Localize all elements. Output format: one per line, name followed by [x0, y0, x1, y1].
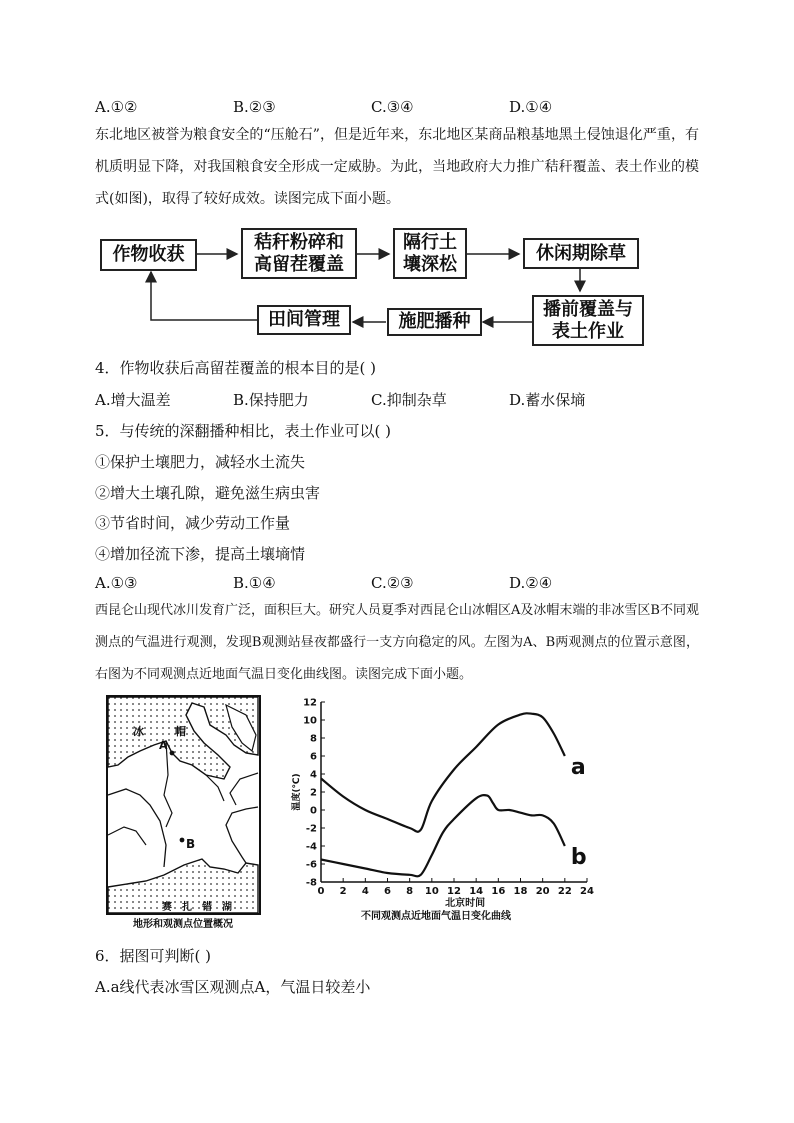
q5-item-1: ①保护土壤肥力，减轻水土流失: [95, 453, 306, 471]
flowchart-arrows: [0, 0, 794, 360]
q5-stem: 5．与传统的深翻播种相比，表土作业可以( ): [95, 422, 392, 440]
y-tick-label-4: 0: [310, 805, 317, 817]
map-caption: 地形和观测点位置概况: [133, 919, 233, 930]
q3-option-b: B.②③: [233, 98, 276, 116]
q5-item-2: ②增大土壤孔隙，避免滋生病虫害: [95, 484, 321, 502]
flow-box-manage: 田间管理: [257, 305, 351, 335]
x-tick-label-6: 12: [447, 886, 461, 897]
chart-caption: 不同观测点近地面气温日变化曲线: [361, 911, 511, 922]
flow-box-weed: 休闲期除草: [523, 238, 639, 269]
q4-stem: 4．作物收获后高留茬覆盖的根本目的是( ): [95, 359, 377, 377]
x-tick-label-9: 18: [513, 886, 528, 897]
y-tick-label-2: -4: [305, 841, 317, 853]
map-label-lake-2: 扎: [182, 902, 192, 913]
passage-2: 西昆仑山现代冰川发育广泛，面积巨大。研究人员夏季对西昆仑山冰帽区A及冰帽末端的非冰雪区B不同观测点的气温进行观测，发现B观测站昼夜都盛行一支方向稳定的风。左图为A、B两观测点的位置示意图，右图为不同观测点近地面气温日变化曲线图。读图完成下面小题。: [95, 603, 699, 682]
map-label-lake-3: 错: [202, 902, 212, 913]
q5-item-4: ④增加径流下渗，提高土壤墒情: [95, 545, 306, 563]
q4-option-c: C.抑制杂草: [371, 391, 447, 409]
temperature-chart: [285, 690, 605, 930]
point-b-marker: [180, 838, 185, 843]
flow-box-straw: 秸秆粉碎和 高留茬覆盖: [241, 228, 357, 279]
q5-item-3: ③节省时间，减少劳动工作量: [95, 514, 291, 532]
x-tick-label-2: 4: [361, 886, 369, 897]
x-tick-label-5: 10: [424, 886, 439, 897]
map-point-a-label: A: [159, 739, 168, 752]
y-tick-label-0: -8: [305, 877, 317, 889]
q5-options: [95, 574, 699, 596]
y-tick-label-10: 12: [303, 697, 317, 709]
point-a-marker: [170, 751, 175, 756]
series-label-b: b: [570, 845, 587, 870]
map-point-b-label: B: [186, 837, 196, 851]
location-map: [106, 695, 261, 930]
q5-option-c: C.②③: [371, 574, 414, 592]
q3-option-d: D.①④: [509, 98, 553, 116]
flow-box-cover: 播前覆盖与 表土作业: [532, 295, 644, 346]
q5-option-b: B.①④: [233, 574, 276, 592]
q3-option-a: A.①②: [95, 98, 138, 116]
x-tick-label-7: 14: [469, 886, 484, 897]
q4-option-a: A.增大温差: [95, 391, 171, 409]
y-tick-label-3: -2: [305, 823, 317, 835]
x-tick-label-8: 16: [491, 886, 506, 897]
flow-box-fert: 施肥播种: [387, 308, 482, 336]
y-tick-label-9: 10: [303, 715, 317, 727]
x-tick-label-4: 8: [406, 886, 414, 897]
y-tick-label-5: 2: [310, 787, 317, 799]
flow-box-harvest: 作物收获: [100, 239, 197, 271]
y-tick-label-6: 4: [310, 769, 317, 781]
arrow-manage-harvest: [151, 272, 257, 320]
y-tick-label-7: 6: [310, 751, 317, 763]
map-label-lake-1: 赛: [162, 902, 172, 913]
y-tick-label-1: -6: [305, 859, 317, 871]
q6-option-a: A.a线代表冰雪区观测点A，气温日较差小: [95, 978, 371, 996]
q6-stem: 6．据图可判断( ): [95, 947, 212, 965]
passage-1: 东北地区被誉为粮食安全的“压舱石”，但是近年来，东北地区某商品粮基地黑土侵蚀退化严重，有机质明显下降，对我国粮食安全形成一定威胁。为此，当地政府大力推广秸秆覆盖、表土作业的模式(如图)，取得了较好成效。读图完成下面小题。: [95, 127, 699, 207]
y-axis-label: 温度(℃): [292, 773, 302, 811]
q5-option-d: D.②④: [509, 574, 553, 592]
map-label-lake-4: 湖: [222, 902, 232, 913]
x-tick-label-0: 0: [317, 886, 325, 897]
x-tick-label-10: 20: [535, 886, 550, 897]
q4-option-d: D.蓄水保墒: [509, 391, 586, 409]
series-line-b: [321, 795, 565, 876]
q4-options: [95, 389, 699, 411]
flow-box-till: 隔行土 壤深松: [393, 228, 467, 279]
map-label-glacier-2: 帽: [175, 725, 186, 738]
x-tick-label-12: 24: [580, 886, 594, 897]
x-tick-label-11: 22: [557, 886, 572, 897]
x-axis-label: 北京时间: [445, 898, 486, 909]
x-tick-label-1: 2: [339, 886, 347, 897]
map-label-glacier-1: 冰: [133, 725, 144, 738]
q3-option-c: C.③④: [371, 98, 414, 116]
q4-option-b: B.保持肥力: [233, 391, 309, 409]
y-tick-label-8: 8: [310, 733, 317, 745]
q5-option-a: A.①③: [95, 574, 138, 592]
x-tick-label-3: 6: [384, 886, 391, 897]
series-label-a: a: [570, 755, 586, 780]
